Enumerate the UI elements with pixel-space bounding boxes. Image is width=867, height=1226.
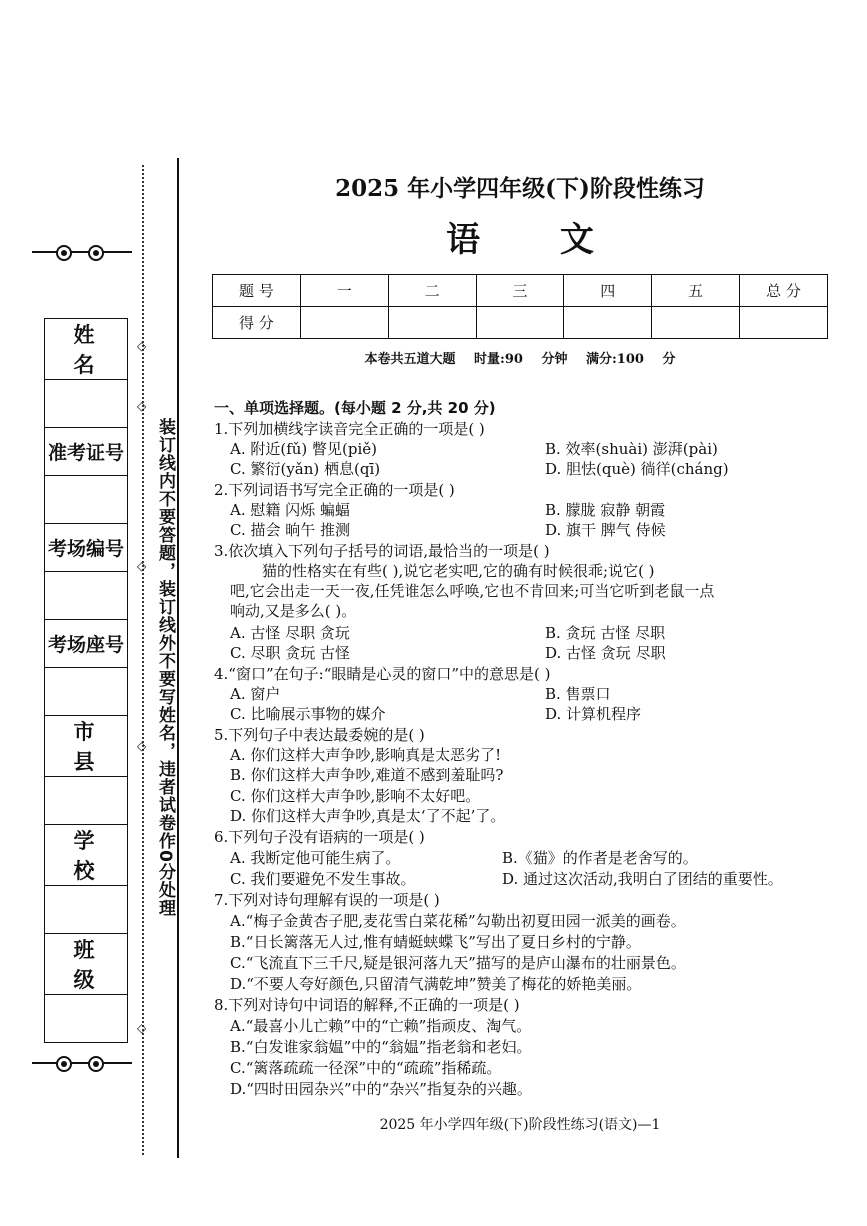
q5-option-c[interactable]: C. 你们这样大声争吵,影响不太好吧。 [230, 787, 481, 805]
q6-option-d[interactable]: D. 通过这次活动,我明白了团结的重要性。 [502, 870, 783, 888]
question-8: 8.下列对诗句中词语的解释,不正确的一项是( ) [214, 996, 520, 1014]
q1-option-d[interactable]: D. 胆怯(què) 徜徉(cháng) [545, 460, 729, 478]
field-class-blank[interactable] [45, 995, 128, 1043]
field-city-blank[interactable] [45, 777, 128, 825]
score-blank-cell[interactable] [740, 307, 828, 339]
binding-vertical-rule [177, 158, 179, 1158]
q8-option-c[interactable]: C.“篱落疏疏一径深”中的“疏疏”指稀疏。 [230, 1059, 502, 1077]
score-blank-cell[interactable] [476, 307, 564, 339]
binding-warning-note: 装订线内不要答题，装订线外不要写姓名，违者试卷作0分处理 [155, 418, 175, 917]
score-blank-cell[interactable] [300, 307, 388, 339]
field-exam-id-blank[interactable] [45, 476, 128, 524]
score-row-label: 得 分 [213, 307, 301, 339]
exam-meta: 本卷共五道大题 时量:90 分钟 满分:100 分 [364, 352, 676, 367]
diamond-icon: ◇ [137, 1021, 147, 1035]
q2-option-c[interactable]: C. 描会 晌午 推测 [230, 521, 351, 539]
field-school-blank[interactable] [45, 886, 128, 934]
q6-option-b[interactable]: B.《猫》的作者是老舍写的。 [502, 849, 698, 867]
q3-passage-line: 响动,又是多么( )。 [230, 602, 357, 620]
score-table [212, 274, 828, 339]
section-heading: 一、单项选择题。(每小题 2 分,共 20 分) [214, 399, 496, 417]
score-header-cell: 总 分 [740, 275, 828, 307]
question-4: 4.“窗口”在句子:“眼睛是心灵的窗口”中的意思是( ) [214, 665, 551, 683]
q7-option-d[interactable]: D.“不要人夸好颜色,只留清气满乾坤”赞美了梅花的娇艳美丽。 [230, 975, 642, 993]
score-header-cell: 题 号 [213, 275, 301, 307]
q3-passage-line: 猫的性格实在有些( ),说它老实吧,它的确有时候很乖;说它( ) [262, 562, 655, 580]
question-3: 3.依次填入下列句子括号的词语,最恰当的一项是( ) [214, 542, 550, 560]
field-seat-label: 考场座号 [45, 620, 128, 668]
q3-option-c[interactable]: C. 尽职 贪玩 古怪 [230, 644, 351, 662]
q1-option-a[interactable]: A. 附近(fǔ) 瞥见(piě) [230, 440, 378, 458]
score-header-cell: 三 [476, 275, 564, 307]
q7-option-c[interactable]: C.“飞流直下三千尺,疑是银河落九天”描写的是庐山瀑布的壮丽景色。 [230, 954, 686, 972]
q4-option-b[interactable]: B. 售票口 [545, 685, 611, 703]
diamond-icon: ◇ [137, 559, 147, 573]
field-exam-id-label: 准考证号 [45, 428, 128, 476]
q5-option-a[interactable]: A. 你们这样大声争吵,影响真是太恶劣了! [230, 746, 502, 764]
q3-passage-line: 吧,它会出走一天一夜,任凭谁怎么呼唤,它也不肯回来;可当它听到老鼠一点 [230, 582, 715, 600]
score-header-cell: 二 [388, 275, 476, 307]
question-6: 6.下列句子没有语病的一项是( ) [214, 828, 425, 846]
score-header-cell: 四 [564, 275, 652, 307]
q5-option-b[interactable]: B. 你们这样大声争吵,难道不感到羞耻吗? [230, 766, 504, 784]
q1-option-c[interactable]: C. 繁衍(yǎn) 栖息(qī) [230, 460, 381, 478]
field-seat-blank[interactable] [45, 668, 128, 716]
field-name-label: 姓 名 [45, 319, 128, 380]
q8-option-a[interactable]: A.“最喜小儿亡赖”中的“亡赖”指顽皮、淘气。 [230, 1017, 532, 1035]
binding-ornament-bottom [32, 1053, 132, 1073]
score-header-cell: 一 [300, 275, 388, 307]
student-info-table [44, 318, 128, 1043]
diamond-icon: ◇ [137, 739, 147, 753]
q4-option-c[interactable]: C. 比喻展示事物的媒介 [230, 705, 386, 723]
q6-option-c[interactable]: C. 我们要避免不发生事故。 [230, 870, 416, 888]
q3-option-d[interactable]: D. 古怪 贪玩 尽职 [545, 644, 666, 662]
field-room-blank[interactable] [45, 572, 128, 620]
page-title: 2025 年小学四年级(下)阶段性练习 [335, 175, 705, 202]
q3-option-b[interactable]: B. 贪玩 古怪 尽职 [545, 624, 666, 642]
q1-option-b[interactable]: B. 效率(shuài) 澎湃(pài) [545, 440, 718, 458]
score-table-header-row [213, 275, 828, 307]
score-blank-cell[interactable] [652, 307, 740, 339]
field-name-blank[interactable] [45, 380, 128, 428]
q2-option-d[interactable]: D. 旗干 脾气 侍候 [545, 521, 666, 539]
q5-option-d[interactable]: D. 你们这样大声争吵,真是太‘了不起’了。 [230, 807, 506, 825]
diamond-icon: ◇ [137, 339, 147, 353]
subject-title: 语 文 [446, 220, 628, 260]
q2-option-a[interactable]: A. 慰籍 闪烁 蝙蝠 [230, 501, 350, 519]
binding-dotted-line [142, 165, 144, 1155]
question-5: 5.下列句子中表达最委婉的是( ) [214, 726, 425, 744]
field-class-label: 班 级 [45, 934, 128, 995]
score-blank-cell[interactable] [388, 307, 476, 339]
field-school-label: 学 校 [45, 825, 128, 886]
question-2: 2.下列词语书写完全正确的一项是( ) [214, 481, 455, 499]
field-city-label: 市 县 [45, 716, 128, 777]
diamond-icon: ◇ [137, 399, 147, 413]
q6-option-a[interactable]: A. 我断定他可能生病了。 [230, 849, 401, 867]
question-7: 7.下列对诗句理解有误的一项是( ) [214, 891, 440, 909]
q8-option-d[interactable]: D.“四时田园杂兴”中的“杂兴”指复杂的兴趣。 [230, 1080, 532, 1098]
q7-option-b[interactable]: B.“日长篱落无人过,惟有蜻蜓蛱蝶飞”写出了夏日乡村的宁静。 [230, 933, 641, 951]
q2-option-b[interactable]: B. 朦胧 寂静 朝霞 [545, 501, 666, 519]
q4-option-d[interactable]: D. 计算机程序 [545, 705, 642, 723]
score-header-cell: 五 [652, 275, 740, 307]
score-blank-cell[interactable] [564, 307, 652, 339]
q8-option-b[interactable]: B.“白发谁家翁媪”中的“翁媪”指老翁和老妇。 [230, 1038, 532, 1056]
field-room-label: 考场编号 [45, 524, 128, 572]
question-1: 1.下列加横线字读音完全正确的一项是( ) [214, 420, 485, 438]
q3-option-a[interactable]: A. 古怪 尽职 贪玩 [230, 624, 350, 642]
page-footer: 2025 年小学四年级(下)阶段性练习(语文)—1 [379, 1117, 661, 1133]
q4-option-a[interactable]: A. 窗户 [230, 685, 281, 703]
score-table-score-row [213, 307, 828, 339]
binding-ornament-top [32, 242, 132, 262]
q7-option-a[interactable]: A.“梅子金黄杏子肥,麦花雪白菜花稀”勾勒出初夏田园一派美的画卷。 [230, 912, 686, 930]
